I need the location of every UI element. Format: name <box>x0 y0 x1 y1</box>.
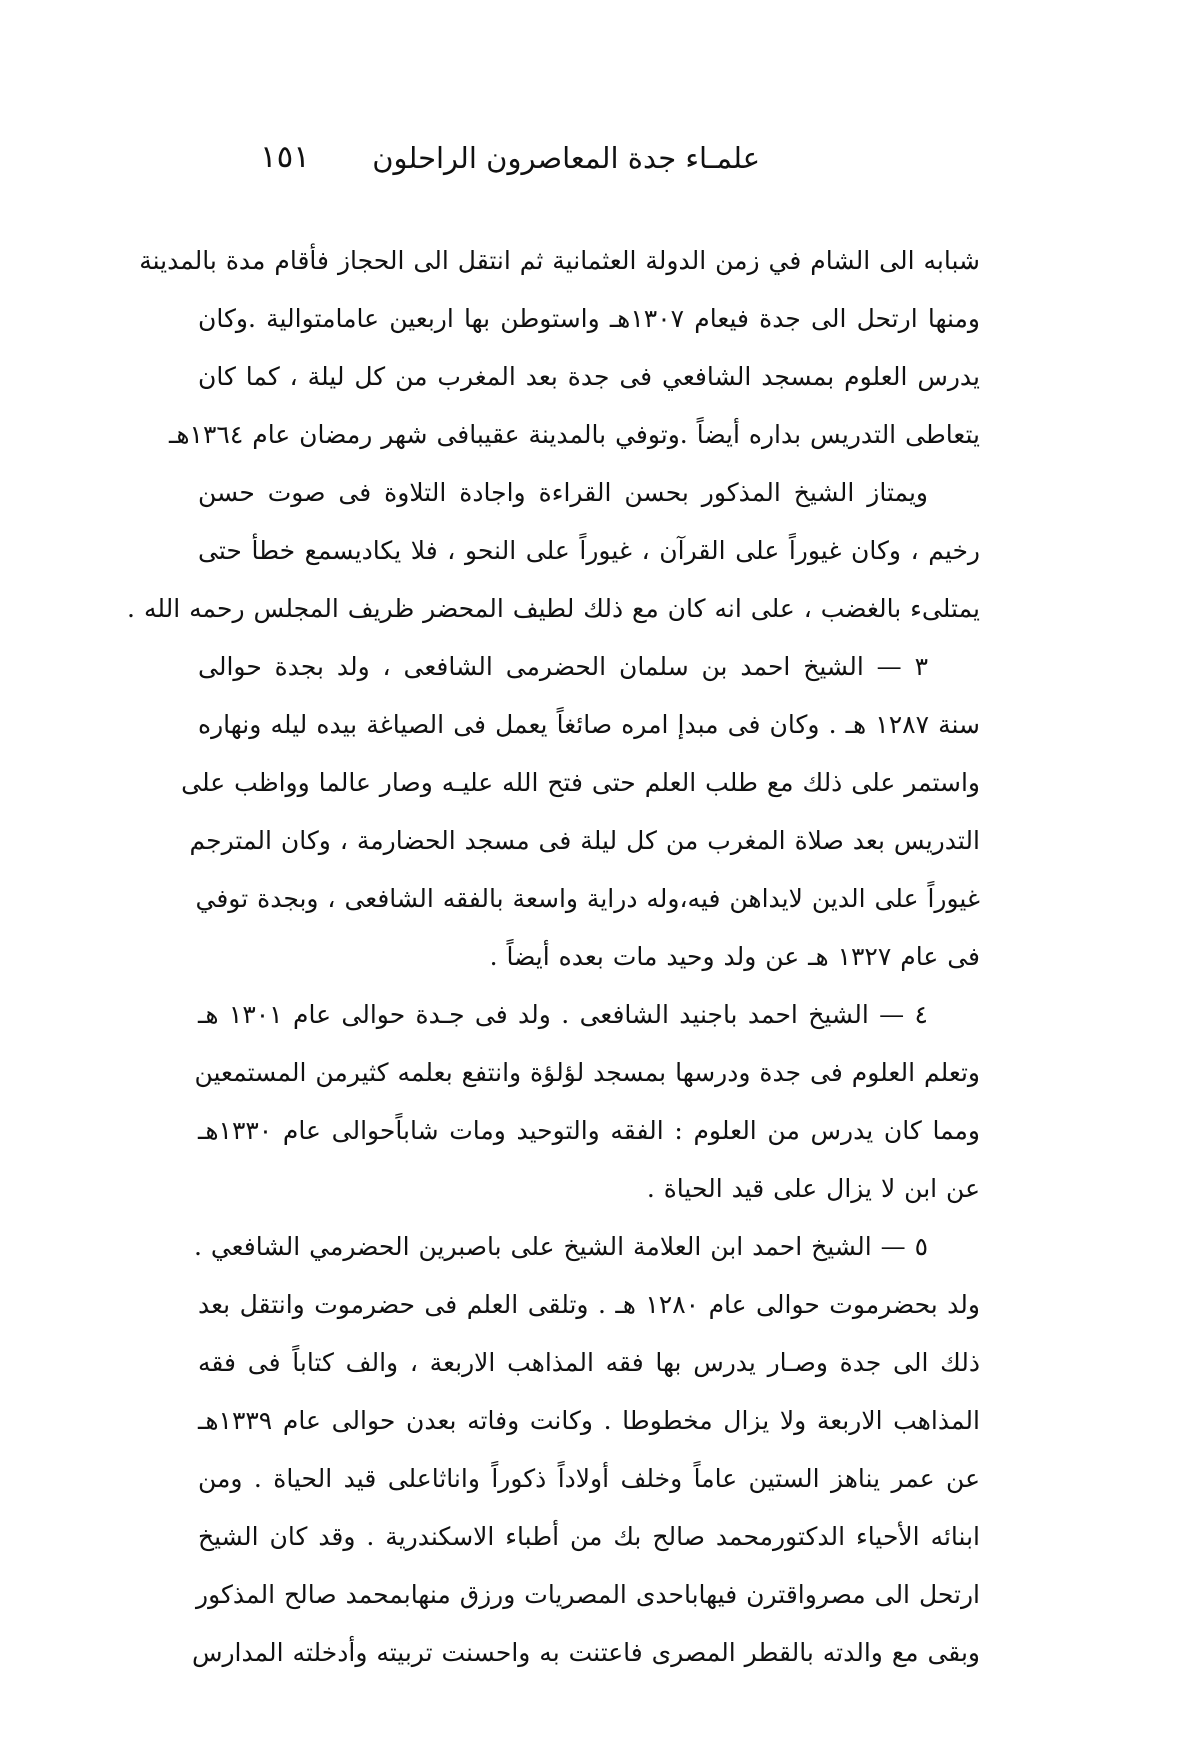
running-title: علمـاء جدة المعاصرون الراحلون <box>372 141 760 175</box>
text-line: التدريس بعد صلاة المغرب من كل ليلة فى مسجد الحضارمة ، وكان المترجم <box>189 826 980 855</box>
text-line: رخيم ، وكان غيوراً على القرآن ، غيوراً على النحو ، فلا يكاديسمع خطأ حتى <box>198 536 980 565</box>
text-line: ولد بحضرموت حوالى عام ١٢٨٠ هـ . وتلقى العلم فى حضرموت وانتقل بعد <box>198 1290 980 1319</box>
text-line: غيوراً على الدين لايداهن فيه،وله دراية واسعة بالفقه الشافعى ، وبجدة توفي <box>195 884 980 913</box>
section-heading-5: ٥ — الشيخ احمد ابن العلامة الشيخ على باصبرين الحضرمي الشافعي . <box>193 1232 928 1261</box>
text-line: ذلك الى جدة وصـار يدرس بها فقه المذاهب الاربعة ، والف كتاباً فى فقه <box>198 1348 980 1377</box>
text-line: سنة ١٢٨٧ هـ . وكان فى مبدإ امره صائغاً يعمل فى الصياغة بيده ليله ونهاره <box>198 710 981 739</box>
body-text <box>127 232 981 1682</box>
text-line: وتعلم العلوم فى جدة ودرسها بمسجد لؤلؤة وانتفع بعلمه كثيرمن المستمعين <box>194 1058 980 1087</box>
page-number: ١٥١ <box>260 139 310 175</box>
text-line: عن عمر يناهز الستين عاماً وخلف أولاداً ذكوراً واناثاعلى قيد الحياة . ومن <box>198 1464 980 1493</box>
text-line: ابنائه الأحياء الدكتورمحمد صالح بك من أطباء الاسكندرية . وقد كان الشيخ <box>198 1522 980 1551</box>
section-heading-3: ٣ — الشيخ احمد بن سلمان الحضرمى الشافعى ، ولد بجدة حوالى <box>198 652 928 681</box>
text-line: عن ابن لا يزال على قيد الحياة . <box>646 1174 980 1203</box>
text-line: يتعاطى التدريس بداره أيضاً .وتوفي بالمدينة عقيبافى شهر رمضان عام ١٣٦٤هـ <box>169 420 980 449</box>
text-line: ومنها ارتحل الى جدة فيعام ١٣٠٧هـ واستوطن بها اربعين عامامتوالية .وكان <box>198 304 981 333</box>
text-line: يمتلىء بالغضب ، على انه كان مع ذلك لطيف المحضر ظريف المجلس رحمه الله . <box>127 594 980 623</box>
section-heading-4: ٤ — الشيخ احمد باجنيد الشافعى . ولد فى جـدة حوالى عام ١٣٠١ هـ <box>198 1000 928 1029</box>
text-line: ويمتاز الشيخ المذكور بحسن القراءة واجادة التلاوة فى صوت حسن <box>198 478 928 507</box>
page-header <box>250 132 760 188</box>
text-line: ومما كان يدرس من العلوم : الفقه والتوحيد ومات شاباًحوالى عام ١٣٣٠هـ <box>198 1116 980 1145</box>
text-line: فى عام ١٣٢٧ هـ عن ولد وحيد مات بعده أيضاً . <box>489 942 980 971</box>
text-line: وبقى مع والدته بالقطر المصرى فاعتنت به واحسنت تربيته وأدخلته المدارس <box>191 1638 980 1667</box>
text-line: واستمر على ذلك مع طلب العلم حتى فتح الله عليـه وصار عالما وواظب على <box>181 768 980 797</box>
text-line: ارتحل الى مصرواقترن فيهاباحدى المصريات ورزق منهابمحمد صالح المذكور <box>196 1580 980 1609</box>
text-line: المذاهب الاربعة ولا يزال مخطوطا . وكانت وفاته بعدن حوالى عام ١٣٣٩هـ <box>198 1406 980 1435</box>
text-line: شبابه الى الشام في زمن الدولة العثمانية ثم انتقل الى الحجاز فأقام مدة بالمدينة <box>139 246 980 275</box>
text-line: يدرس العلوم بمسجد الشافعي فى جدة بعد المغرب من كل ليلة ، كما كان <box>198 362 980 391</box>
